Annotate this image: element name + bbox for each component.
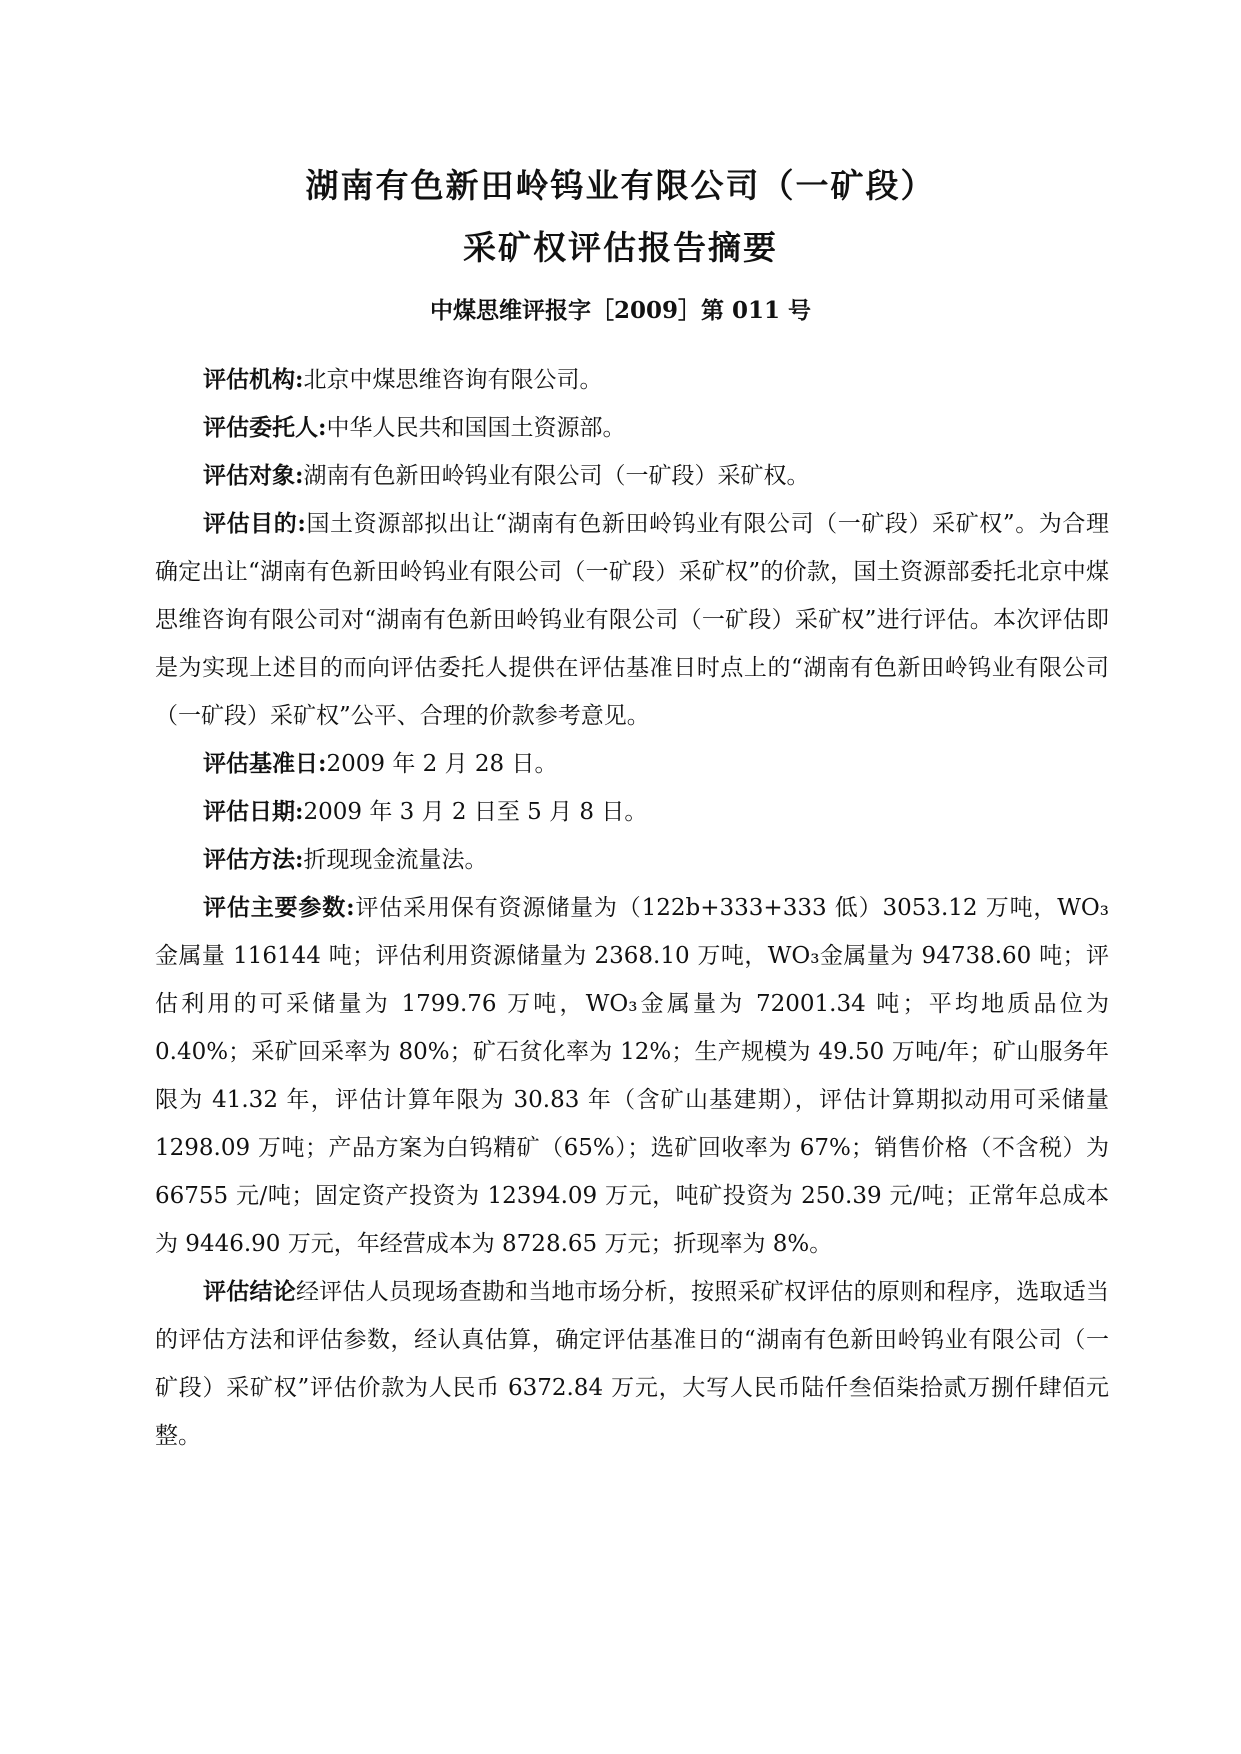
paragraph-purpose: [155, 500, 1109, 740]
paragraph-text: 折现现金流量法。: [303, 847, 488, 873]
paragraph-label: 评估方法:: [203, 846, 304, 873]
document-title-line1: 湖南有色新田岭钨业有限公司（一矿段）: [305, 166, 936, 205]
paragraph-label: 评估基准日:: [203, 750, 327, 777]
paragraph-text: 评估采用保有资源储量为（122b+333+333 低）3053.12 万吨，WO₃金属量 116144 吨；评估利用资源储量为 2368.10 万吨，WO₃金属量为 94738.60 吨；评估利用的可采储量为 1799.76 万吨，WO₃金属量为 72001.34 吨；平均地质品位为 0.40%；采矿回采率为 80%；矿石贫化率为 12%；生产规模为 49.50 万吨/年；矿山服务年限为 41.32 年，评估计算年限为 30.83 年（含矿山基建期），评估计算期拟动用可采储量 1298.09 万吨；产品方案为白钨精矿（65%）；选矿回收率为 67%；销售价格（不含税）为 66755 元/吨；固定资产投资为 12394.09 万元，吨矿投资为 250.39 元/吨；正常年总成本为 9446.90 万元，年经营成本为 8728.65 万元；折现率为 8%。: [155, 895, 1109, 1257]
paragraph-label: 评估结论: [203, 1278, 296, 1305]
document-title-line2: 采矿权评估报告摘要: [463, 228, 778, 267]
paragraph-label: 评估日期:: [203, 798, 304, 825]
paragraph-label: 评估主要参数:: [203, 894, 355, 921]
paragraph-text: 2009 年 2 月 28 日。: [326, 751, 558, 777]
document-number: 中煤思维评报字［2009］第 011 号: [429, 297, 812, 324]
paragraph-label: 评估机构:: [203, 366, 304, 393]
paragraph-evaluation-dates: [155, 788, 1109, 836]
paragraph-parameters: [155, 884, 1109, 1268]
document-body: [155, 356, 1109, 1460]
paragraph-text: 2009 年 3 月 2 日至 5 月 8 日。: [303, 799, 648, 825]
paragraph-label: 评估目的:: [203, 510, 306, 537]
paragraph-text: 经评估人员现场查勘和当地市场分析，按照采矿权评估的原则和程序，选取适当的评估方法和评估参数，经认真估算，确定评估基准日的“湖南有色新田岭钨业有限公司（一矿段）采矿权”评估价款为人民币 6372.84 万元，大写人民币陆仟叁佰柒拾贰万捌仟肆佰元整。: [155, 1279, 1110, 1449]
paragraph-text: 国土资源部拟出让“湖南有色新田岭钨业有限公司（一矿段）采矿权”。为合理确定出让“湖南有色新田岭钨业有限公司（一矿段）采矿权”的价款，国土资源部委托北京中煤思维咨询有限公司对“湖南有色新田岭钨业有限公司（一矿段）采矿权”进行评估。本次评估即是为实现上述目的而向评估委托人提供在评估基准日时点上的“湖南有色新田岭钨业有限公司（一矿段）采矿权”公平、合理的价款参考意见。: [155, 511, 1109, 729]
paragraph-text: 中华人民共和国国土资源部。: [326, 415, 626, 441]
paragraph-object: [155, 452, 1109, 500]
paragraph-method: [155, 836, 1109, 884]
paragraph-label: 评估委托人:: [203, 414, 327, 441]
paragraph-label: 评估对象:: [203, 462, 304, 489]
paragraph-evaluator: [155, 356, 1109, 404]
paragraph-text: 北京中煤思维咨询有限公司。: [303, 367, 603, 393]
paragraph-text: 湖南有色新田岭钨业有限公司（一矿段）采矿权。: [303, 463, 810, 489]
paragraph-conclusion: [155, 1268, 1109, 1460]
paragraph-client: [155, 404, 1109, 452]
paragraph-base-date: [155, 740, 1109, 788]
